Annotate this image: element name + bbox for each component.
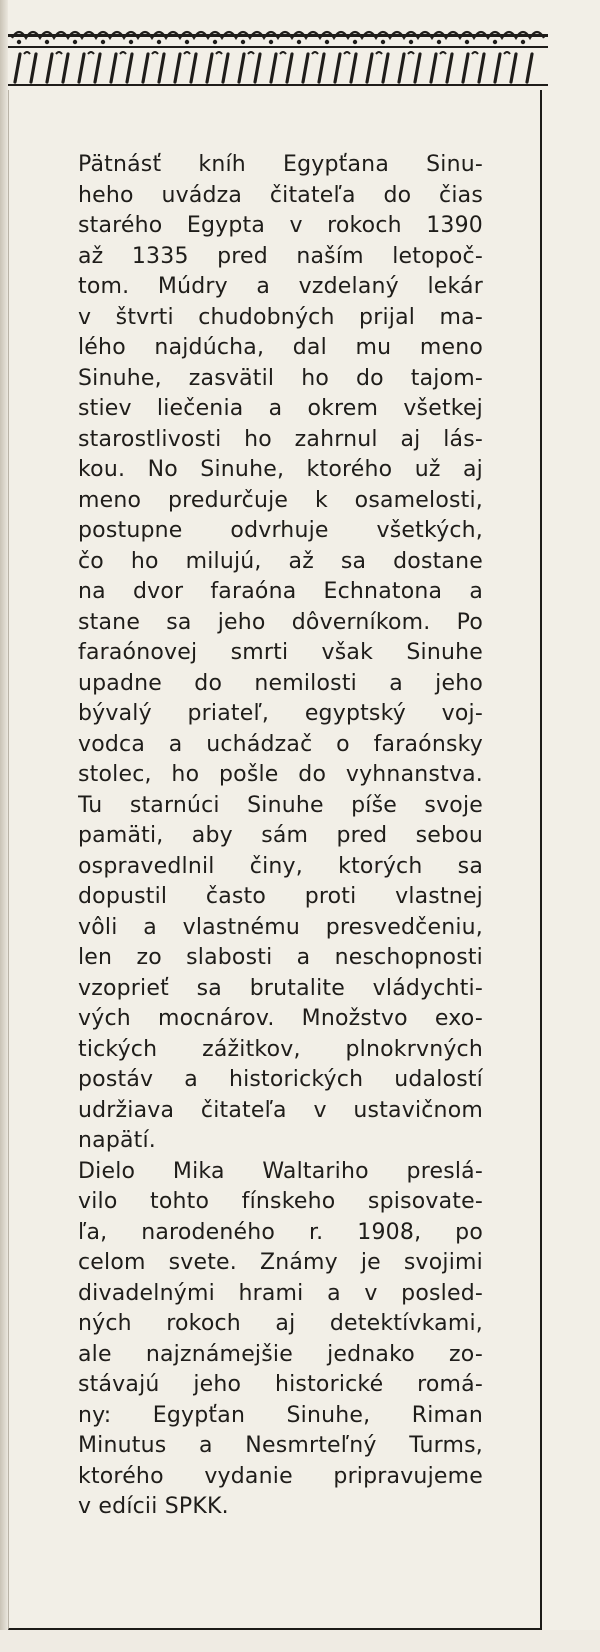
text-line: stolec, ho pošle do vyhnanstva. <box>78 762 483 787</box>
text-line: Dielo Mika Waltariho preslá- <box>78 1158 483 1184</box>
text-line: Minutus a Nesmrteľný Turms, <box>78 1433 483 1458</box>
text-line: tom. Múdry a vzdelaný lekár <box>78 274 483 299</box>
text-line: až 1335 pred naším letopoč- <box>78 243 483 269</box>
text-line: Tu starnúci Sinuhe píše svoje <box>78 792 483 818</box>
paper-bottom-edge <box>0 1630 600 1652</box>
text-line: ľa, narodeného r. 1908, po <box>78 1219 483 1245</box>
text-line: napätí. <box>78 1128 157 1153</box>
text-line: vôli a vlastnému presvedčeniu, <box>78 914 483 940</box>
text-line: vilo tohto fínskeho spisovate- <box>78 1189 483 1214</box>
text-line: divadelnými hrami a v posled- <box>78 1280 483 1306</box>
text-line: postupne odvrhuje všetkých, <box>78 518 483 543</box>
paper-edge-shadow <box>0 0 8 1652</box>
text-line: Pätnásť kníh Egypťana Sinu- <box>78 152 483 177</box>
egyptian-frieze-border-icon <box>8 20 548 88</box>
text-line: bývalý priateľ, egyptský voj- <box>78 701 483 726</box>
text-line: stávajú jeho historické romá- <box>78 1372 483 1397</box>
text-line: tických zážitkov, plnokrvných <box>78 1036 483 1062</box>
paragraph-author-bio <box>78 1157 483 1523</box>
paragraph-book-summary <box>78 150 483 1157</box>
text-line: v edícii SPKK. <box>78 1494 229 1519</box>
text-line: ktorého vydanie pripravujeme <box>78 1463 483 1489</box>
text-line: pamäti, aby sám pred sebou <box>78 823 483 848</box>
text-line: ných rokoch aj detektívkami, <box>78 1311 483 1336</box>
text-line: faraónovej smrti však Sinuhe <box>78 640 483 665</box>
text-line: starostlivosti ho zahrnul aj lás- <box>78 426 483 452</box>
text-line: ny: Egypťan Sinuhe, Riman <box>78 1402 483 1428</box>
text-line: stiev liečenia a okrem všetkej <box>78 396 483 421</box>
text-line: stane sa jeho dôverníkom. Po <box>78 609 483 635</box>
text-line: na dvor faraóna Echnatona a <box>78 579 483 604</box>
text-line: dopustil často proti vlastnej <box>78 884 483 909</box>
text-line: udržiava čitateľa v ustavičnom <box>78 1097 483 1123</box>
text-line: upadne do nemilosti a jeho <box>78 670 483 696</box>
jacket-blurb-text <box>78 150 483 1523</box>
text-line: heho uvádza čitateľa do čias <box>78 182 483 208</box>
text-line: starého Egypta v rokoch 1390 <box>78 213 483 238</box>
text-line: ale najznámejšie jednako zo- <box>78 1341 483 1367</box>
text-line: vých mocnárov. Množstvo exo- <box>78 1006 483 1031</box>
text-line: v štvrti chudobných prijal ma- <box>78 304 483 330</box>
text-line: čo ho milujú, až sa dostane <box>78 548 483 574</box>
text-line: meno predurčuje k osamelosti, <box>78 487 483 513</box>
text-line: celom svete. Známy je svojimi <box>78 1250 483 1275</box>
text-line: kou. No Sinuhe, ktorého už aj <box>78 457 483 482</box>
text-line: vzoprieť sa brutalite vládychti- <box>78 975 483 1001</box>
text-line: lého najdúcha, dal mu meno <box>78 335 483 360</box>
text-line: ospravedlnil činy, ktorých sa <box>78 853 483 879</box>
text-line: postáv a historických udalostí <box>78 1067 483 1092</box>
text-line: vodca a uchádzač o faraónsky <box>78 731 483 757</box>
text-line: len zo slabosti a neschopnosti <box>78 945 483 970</box>
text-line: Sinuhe, zasvätil ho do tajom- <box>78 365 483 391</box>
